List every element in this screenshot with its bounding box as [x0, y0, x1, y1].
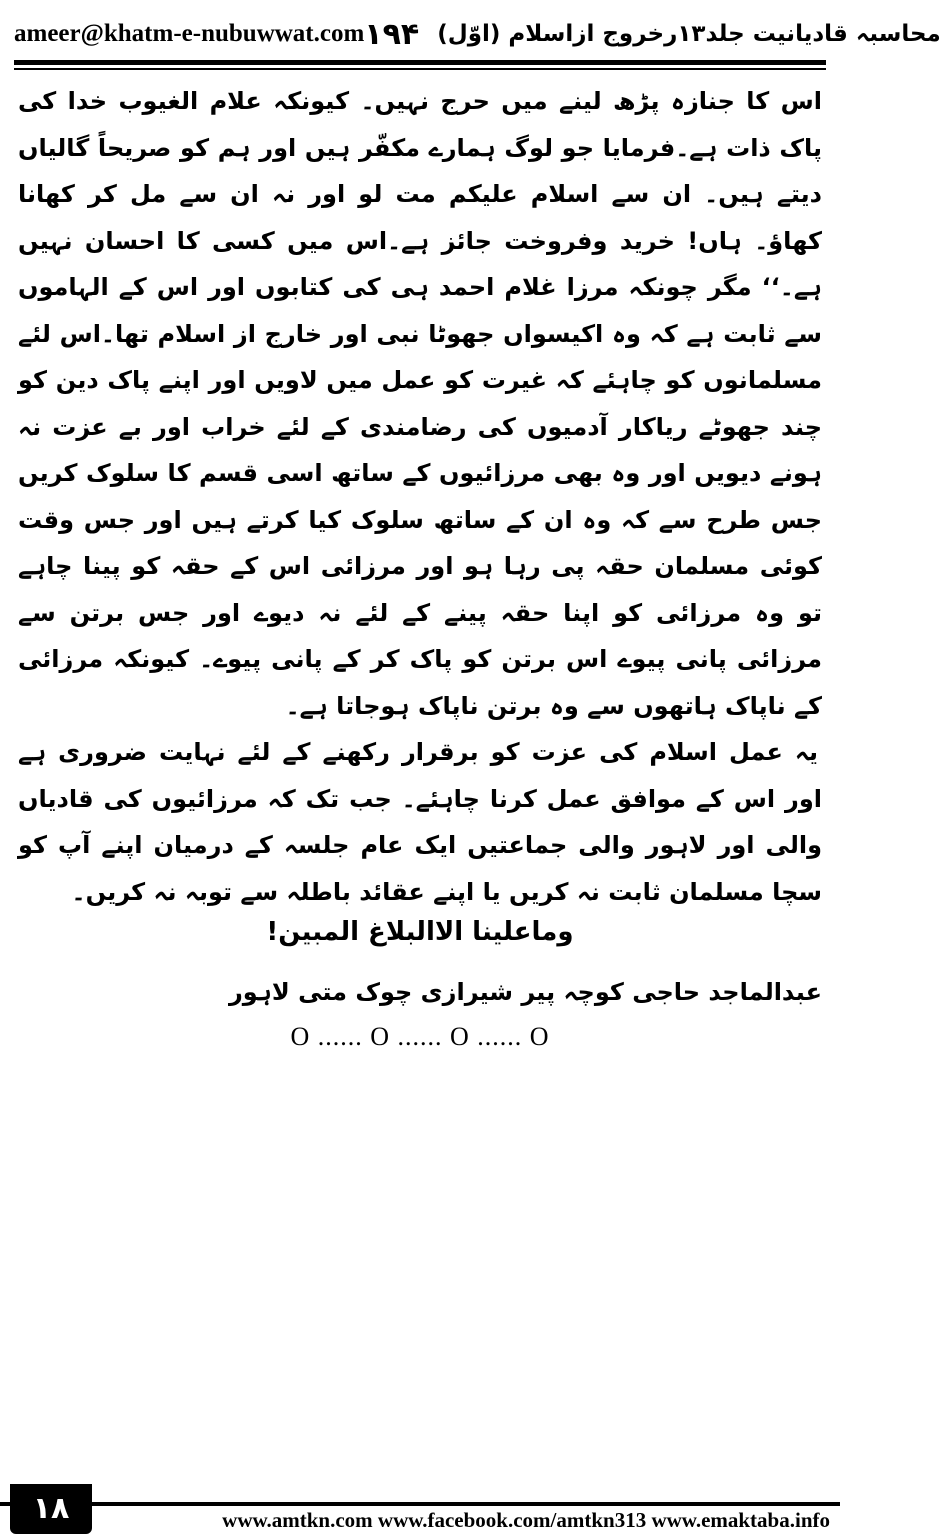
author-signature: عبدالماجد حاجی کوچہ پیر شیرازی چوک متی لاہور — [228, 978, 822, 1006]
header-title-group — [364, 17, 941, 52]
body-text — [18, 78, 822, 915]
section-separator: O ...... O ...... O ...... O — [290, 1022, 550, 1051]
footer-rule — [0, 1502, 840, 1506]
footer-page-number: ۱۸ — [10, 1484, 92, 1534]
header-email: ameer@khatm-e-nubuwwat.com — [14, 20, 365, 47]
header-page-number: ۱۹۴ — [364, 16, 420, 52]
page-footer — [0, 1484, 840, 1540]
header-rule-thin — [14, 68, 826, 70]
footer-links: www.amtkn.com www.facebook.com/amtkn313 www.emaktaba.info — [222, 1508, 830, 1532]
paragraph-2: یہ عمل اسلام کی عزت کو برقرار رکھنے کے لئے نہایت ضروری ہے اور اس کے موافق عمل کرنا چاہئے۔ جب تک کہ مرزائیوں کی قادیاں والی اور لاہور والی جماعتیں ایک عام جلسہ کے درمیان اپنے آپ کو سچا مسلمان ثابت نہ کریں یا اپنے عقائد باطلہ سے توبہ نہ کریں۔ — [18, 738, 822, 906]
book-title: محاسبہ قادیانیت جلد۱۳رخروج ازاسلام (اوّل) — [437, 21, 941, 47]
paragraph-1: اس کا جنازہ پڑھ لینے میں حرج نہیں۔ کیونکہ علام الغیوب خدا کی پاک ذات ہے۔فرمایا جو لوگ ہمارے مکفّر ہیں اور ہم کو صریحاً گالیاں دیتے ہیں۔ ان سے اسلام علیکم مت لو اور نہ ان سے مل کر کھانا کھاؤ۔ ہاں! خرید وفروخت جائز ہے۔اس میں کسی کا احسان نہیں ہے۔‘‘ مگر چونکہ مرزا غلام احمد ہی کی کتابوں اور اس کے الہاموں سے ثابت ہے کہ وہ اکیسواں جھوٹا نبی اور خارج از اسلام تھا۔اس لئے مسلمانوں کو چاہئے کہ غیرت کو عمل میں لاویں اور اپنے پاک دین کو چند جھوٹے ریاکار آدمیوں کی رضامندی کے لئے خراب اور بے عزت نہ ہونے دیویں اور وہ بھی مرزائیوں کے ساتھ اسی قسم کا سلوک کریں جس طرح سے کہ وہ ان کے ساتھ سلوک کیا کرتے ہیں اور جس وقت کوئی مسلمان حقہ پی رہا ہو اور مرزائی اس کے حقہ کو پینا چاہے تو وہ مرزائی کو اپنا حقہ پینے کے لئے نہ دیوے اور جس برتن سے مرزائی پانی پیوے اس برتن کو پاک کر کے پانی پیوے۔ کیونکہ مرزائی کے ناپاک ہاتھوں سے وہ برتن ناپاک ہوجاتا ہے۔ — [18, 87, 823, 720]
page-header — [14, 8, 941, 60]
header-rule-thick — [14, 60, 826, 65]
closing-quote: وماعلینا الاالبلاغ المبین! — [266, 917, 574, 947]
